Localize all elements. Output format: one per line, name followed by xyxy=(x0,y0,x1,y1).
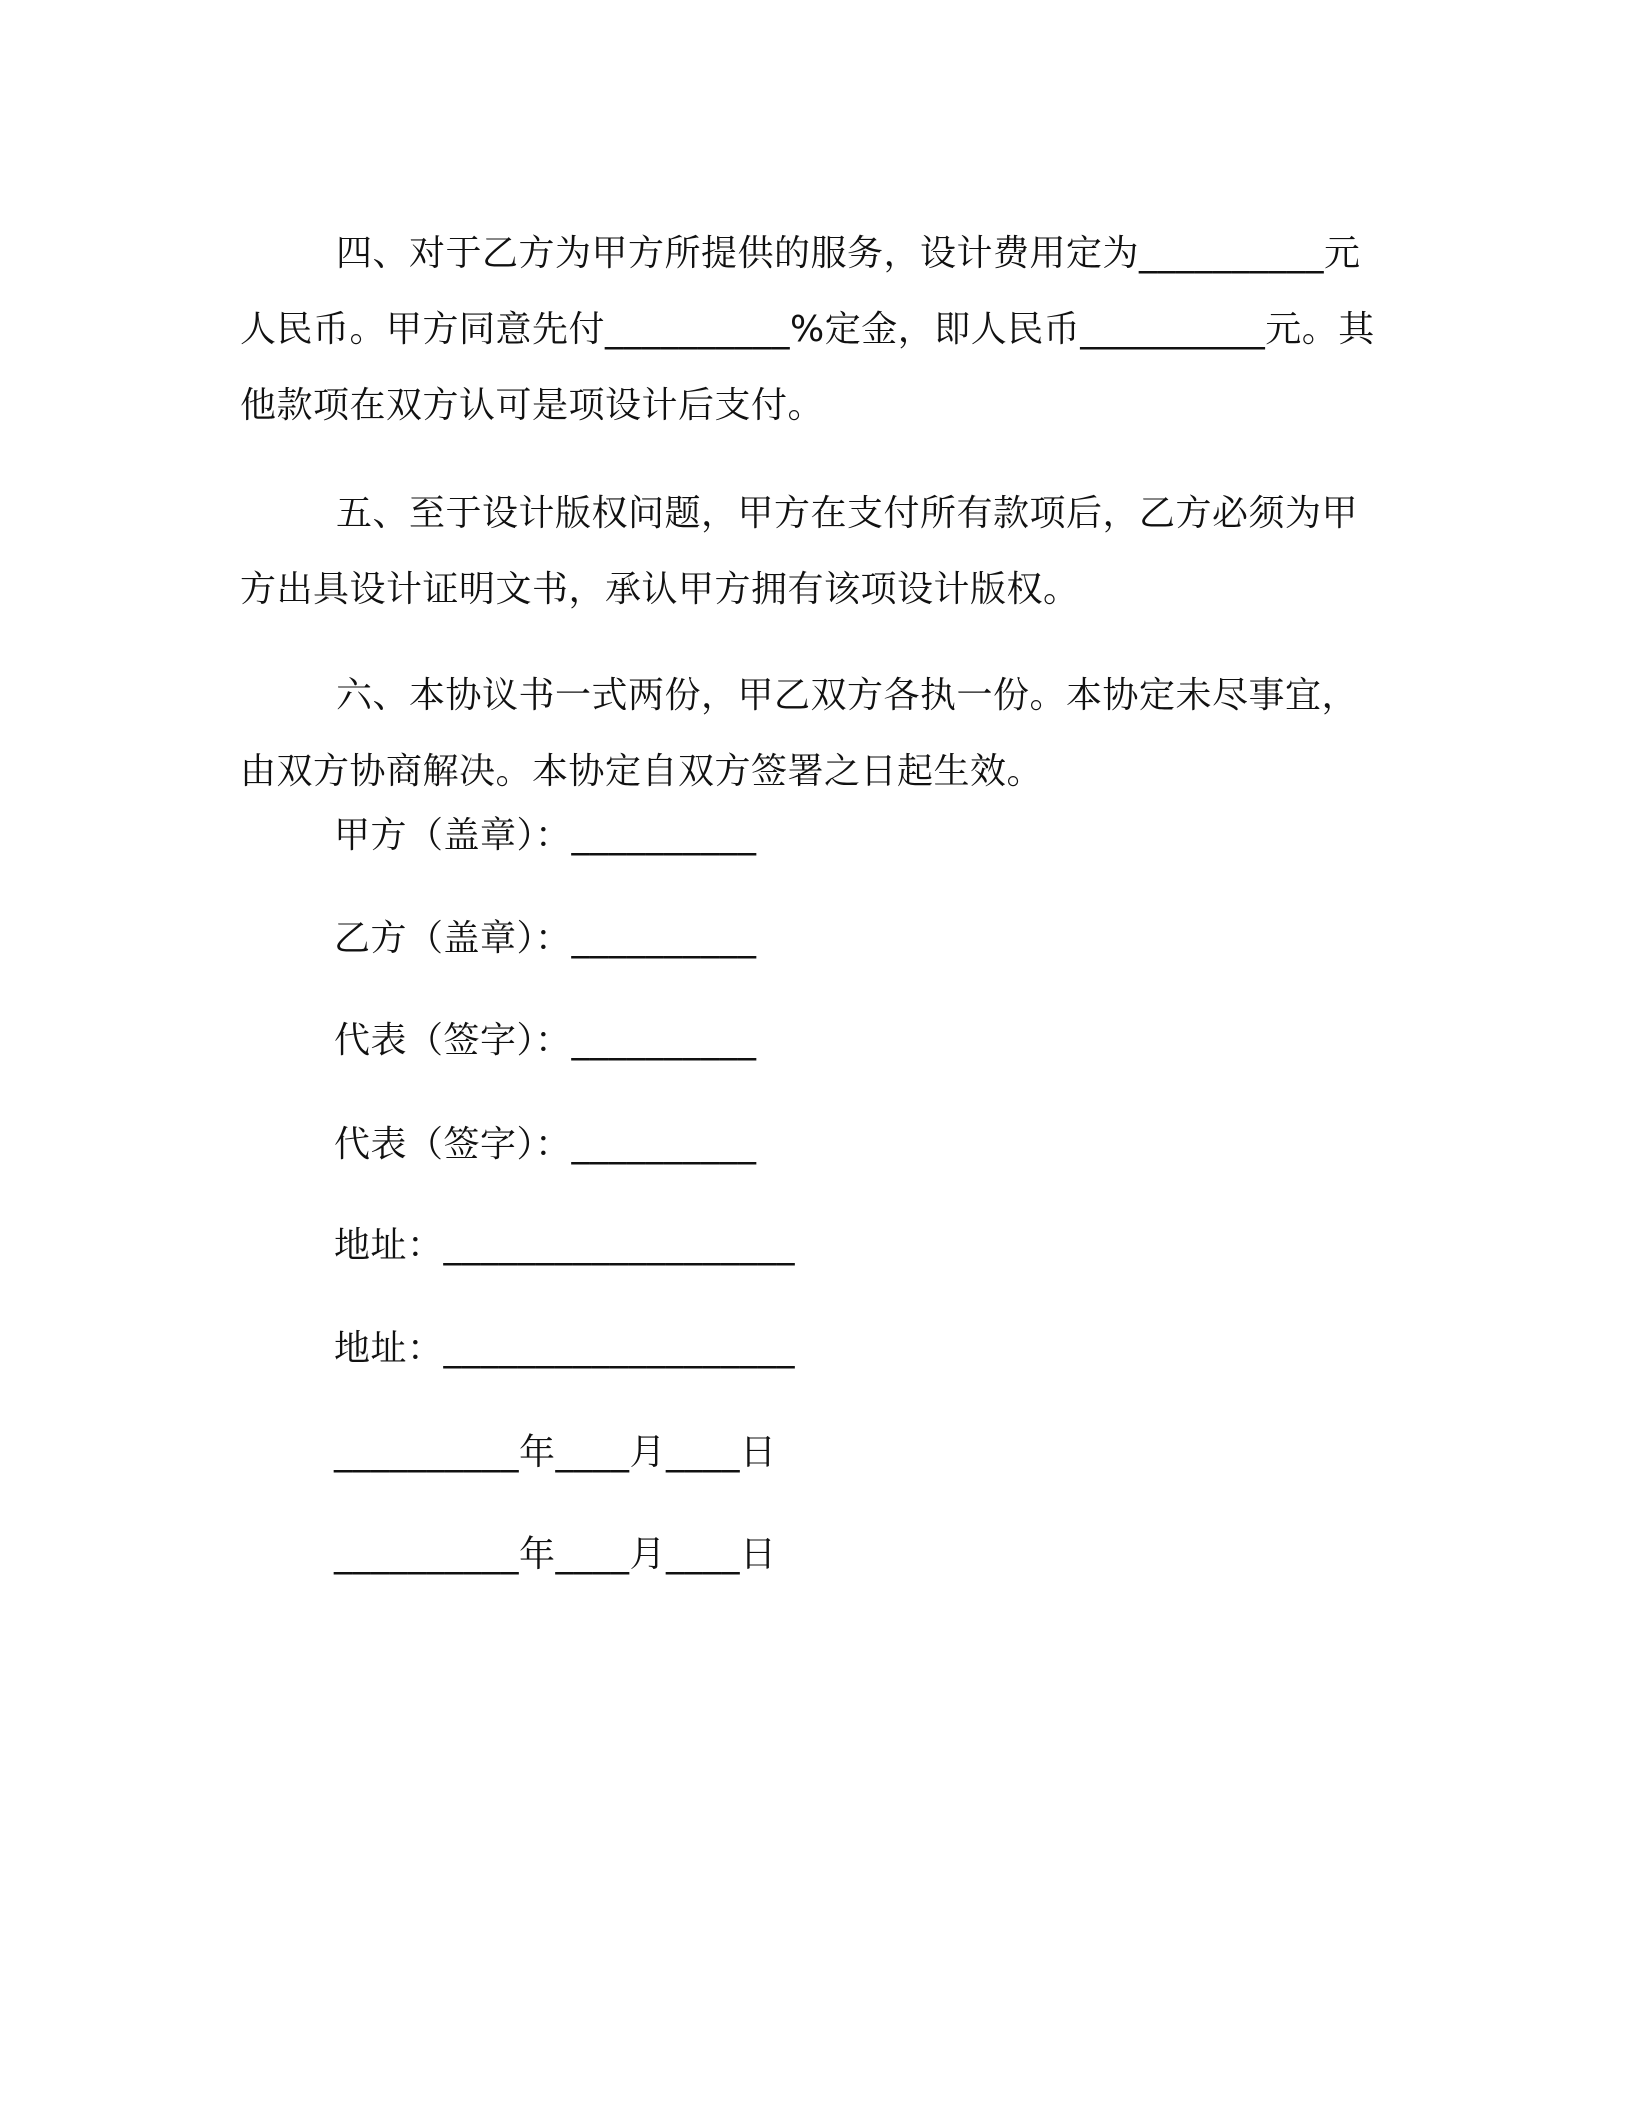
party-b-seal-line: 乙方（盖章）：__________ xyxy=(334,918,757,959)
clause-six: 六、本协议书一式两份，甲乙双方各执一份。本协定未尽事宜，由双方协商解决。本协定自双方签署之日起生效。 xyxy=(240,675,1359,792)
party-a-seal-line: 甲方（盖章）：__________ xyxy=(334,815,757,856)
address-b-line: 地址：___________________ xyxy=(334,1328,796,1369)
address-a-line: 地址：___________________ xyxy=(334,1225,796,1266)
representative-b-line: 代表（签字）：__________ xyxy=(334,1124,757,1165)
date-b-line: __________年____月____日 xyxy=(334,1534,777,1575)
clause-four: 四、对于乙方为甲方所提供的服务，设计费用定为__________元人民币。甲方同意先付__________%定金，即人民币__________元。其他款项在双方认可是项设计后支付。 xyxy=(240,233,1375,426)
clause-five: 五、至于设计版权问题，甲方在支付所有款项后，乙方必须为甲方出具设计证明文书，承认甲方拥有该项设计版权。 xyxy=(240,493,1359,610)
date-a-line: __________年____月____日 xyxy=(334,1432,777,1473)
representative-a-line: 代表（签字）：__________ xyxy=(334,1020,757,1061)
